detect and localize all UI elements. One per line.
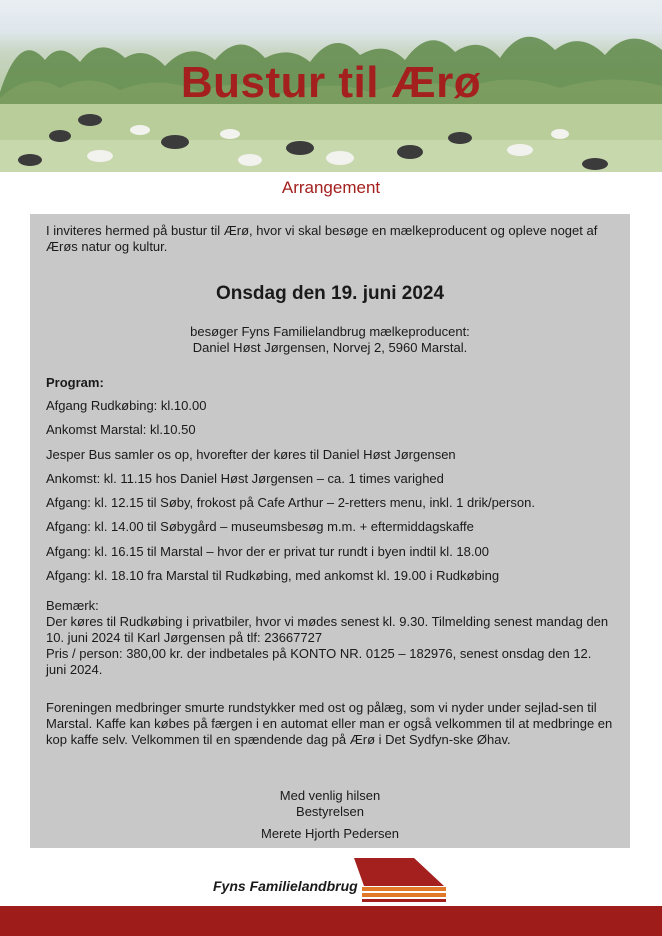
note-text-registration: Der køres til Rudkøbing i privatbiler, hvor vi mødes senest kl. 9.30. Tilmelding senest mandag den 10. juni 2024 til Karl Jørgensen på tlf: 23667727 <box>46 614 609 645</box>
visit-info <box>30 324 630 356</box>
program-heading: Program: <box>46 375 104 390</box>
note-section <box>46 598 614 678</box>
program-item: Afgang: kl. 18.10 fra Marstal til Rudkøbing, med ankomst kl. 19.00 i Rudkøbing <box>46 568 500 584</box>
info-text: Foreningen medbringer smurte rundstykker med ost og pålæg, som vi nyder under sejlad-sen til Marstal. Kaffe kan købes på færgen i en automat eller man er også velkommen til at medbringe en kop kaffe selv. Velkommen til en spændende dag på Ærø i Det Sydfyn-ske Øhav. <box>46 700 613 747</box>
header-banner <box>0 0 662 172</box>
signature-board: Bestyrelsen <box>296 804 364 819</box>
barn-roof-logo-icon <box>352 856 447 902</box>
program-item: Ankomst: kl. 11.15 hos Daniel Høst Jørgensen – ca. 1 times varighed <box>46 470 444 486</box>
signature-block <box>30 788 630 842</box>
program-item: Afgang: kl. 12.15 til Søby, frokost på Cafe Arthur – 2-retters menu, inkl. 1 drik/person. <box>46 495 535 511</box>
note-heading: Bemærk: <box>46 598 99 613</box>
intro-text: I inviteres hermed på bustur til Ærø, hvor vi skal besøge en mælkeproducent og opleve noget af Ærøs natur og kultur. <box>46 223 598 254</box>
event-date: Onsdag den 19. juni 2024 <box>215 283 445 304</box>
footer-bar <box>0 906 662 936</box>
note-text-price: Pris / person: 380,00 kr. der indbetales på KONTO NR. 0125 – 182976, senest onsdag den 12. juni 2024. <box>46 646 592 677</box>
page-title: Bustur til Ærø <box>180 58 482 107</box>
program-item: Afgang: kl. 14.00 til Søbygård – museumsbesøg m.m. + eftermiddagskaffe <box>46 519 474 535</box>
program-item: Afgang Rudkøbing: kl.10.00 <box>46 398 207 413</box>
program-item: Afgang: kl. 16.15 til Marstal – hvor der er privat tur rundt i byen indtil kl. 18.00 <box>46 543 489 559</box>
program-list <box>46 398 535 592</box>
content-box <box>30 214 630 848</box>
visit-line-2: Daniel Høst Jørgensen, Norvej 2, 5960 Marstal. <box>192 340 468 355</box>
program-item: Ankomst Marstal: kl.10.50 <box>46 422 196 438</box>
program-item: Jesper Bus samler os op, hvorefter der køres til Daniel Høst Jørgensen <box>46 446 456 462</box>
signature-greeting: Med venlig hilsen <box>279 788 381 803</box>
visit-line-1: besøger Fyns Familielandbrug mælkeproducent: <box>190 324 470 339</box>
signature-name: Merete Hjorth Pedersen <box>260 826 399 841</box>
page-subtitle: Arrangement <box>281 178 381 197</box>
logo-text: Fyns Familielandbrug <box>213 878 358 894</box>
